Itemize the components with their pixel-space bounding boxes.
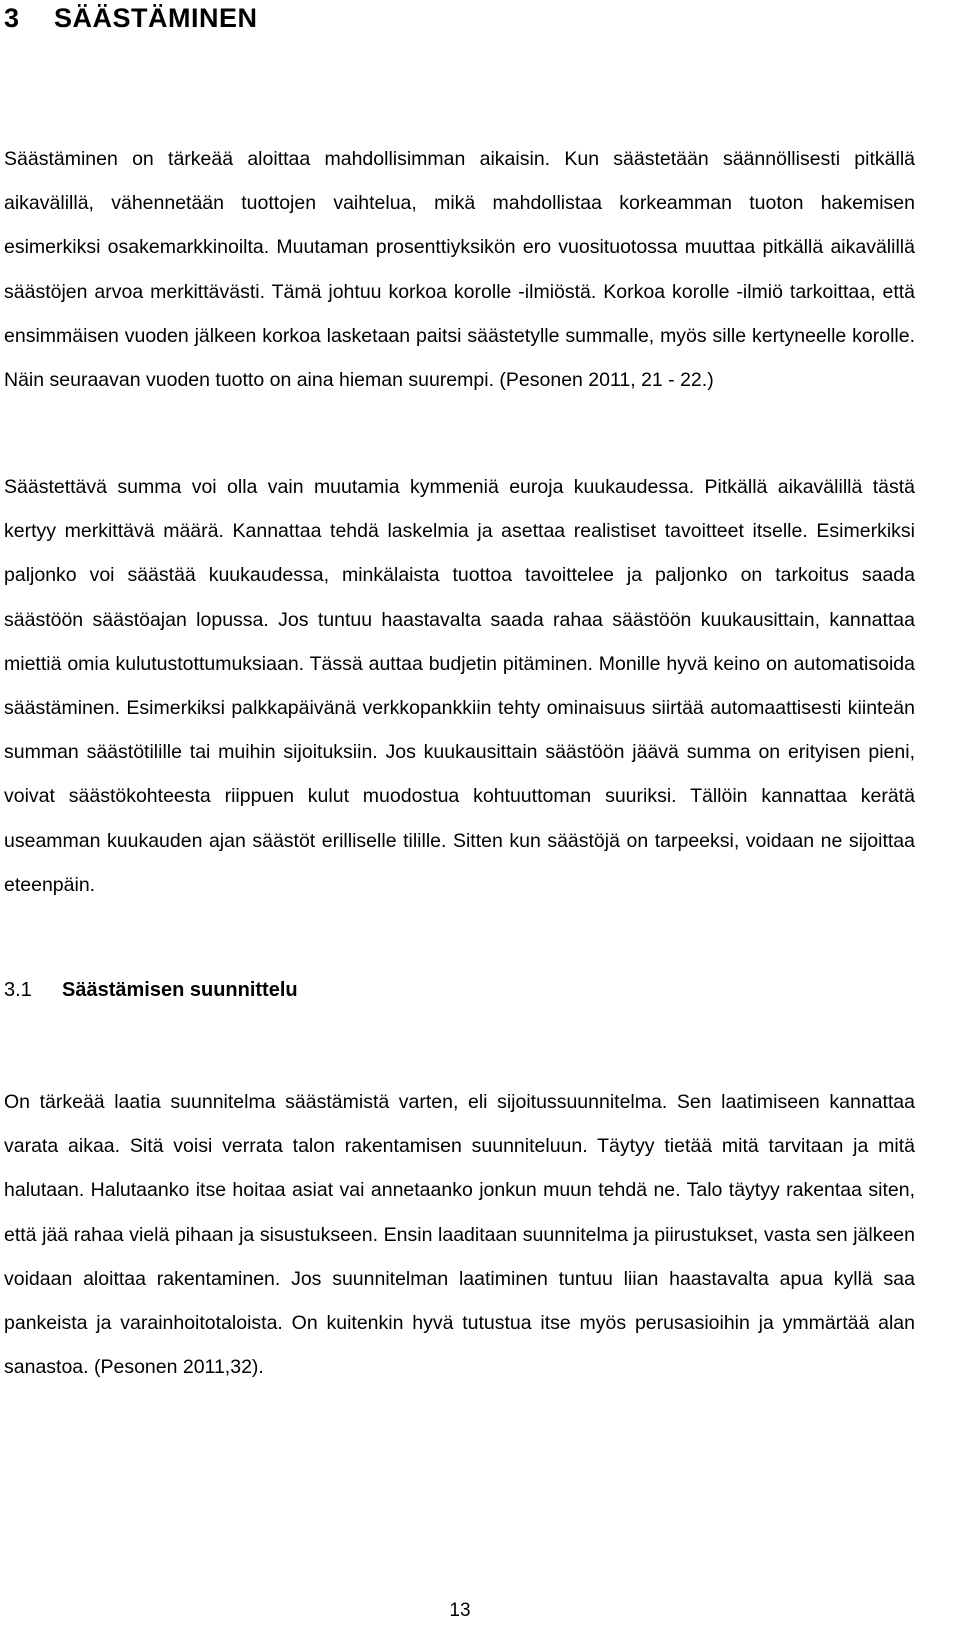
section-heading [4,975,298,1005]
chapter-heading [4,1,258,35]
paragraph-savings-amount: Säästettävä summa voi olla vain muutamia kymmeniä euroja kuukaudessa. Pitkällä aikavälillä tästä kertyy merkittävä määrä. Kannattaa tehdä laskelmia ja asettaa realistiset tavoitteet itselle. Esimerkiksi paljonko voi säästää kuukaudessa, minkälaista tuottoa tavoittelee ja paljonko on tarkoitus saada säästöön säästöajan lopussa. Jos tuntuu haastavalta saada rahaa säästöön kuukausittain, kannattaa miettiä omia kulutustottumuksiaan. Tässä auttaa budjetin pitäminen. Monille hyvä keino on automatisoida säästäminen. Esimerkiksi palkkapäivänä verkkopankkiin tehty ominaisuus siirtää automaattisesti kiinteän summan säästötilille tai muihin sijoituksiin. Jos kuukausittain säästöön jäävä summa on erityisen pieni, voivat säästökohteesta riippuen kulut muodostua kohtuuttoman suuriksi. Tällöin kannattaa kerätä useamman kuukauden ajan säästöt erilliselle tilille. Sitten kun säästöjä on tarpeeksi, voidaan ne sijoittaa eteenpäin. [4,476,915,896]
chapter-title: SÄÄSTÄMINEN [54,3,258,33]
chapter-number: 3 [4,3,20,33]
section-number: 3.1 [4,979,32,1001]
paragraph-planning: On tärkeää laatia suunnitelma säästämistä varten, eli sijoitussuunnitelma. Sen laatimiseen kannattaa varata aikaa. Sitä voisi verrata talon rakentamisen suunniteluun. Täytyy tietää mitä tarvitaan ja mitä halutaan. Halutaanko itse hoitaa asiat vai annetaanko jonkun muun tehdä ne. Talo täytyy rakentaa siten, että jää rahaa vielä pihaan ja sisustukseen. Ensin laaditaan suunnitelma ja piirustukset, vasta sen jälkeen voidaan aloittaa rakentaminen. Jos suunnitelman laatiminen tuntuu liian haastavalta apua kyllä saa pankeista ja varainhoitotaloista. On kuitenkin hyvä tutustua itse myös perusasioihin ja ymmärtää alan sanastoa. (Pesonen 2011,32). [4,1091,915,1379]
paragraph-intro: Säästäminen on tärkeää aloittaa mahdollisimman aikaisin. Kun säästetään säännöllisesti pitkällä aikavälillä, vähennetään tuottojen vaihtelua, mikä mahdollistaa korkeamman tuoton hakemisen esimerkiksi osakemarkkinoilta. Muutaman prosenttiyksikön ero vuosituotossa muuttaa pitkällä aikavälillä säästöjen arvoa merkittävästi. Tämä johtuu korkoa korolle -ilmiöstä. Korkoa korolle -ilmiö tarkoittaa, että ensimmäisen vuoden jälkeen korkoa lasketaan paitsi säästetylle summalle, myös sille kertyneelle korolle. Näin seuraavan vuoden tuotto on aina hieman suurempi. (Pesonen 2011, 21 - 22.) [4,148,915,392]
section-title: Säästämisen suunnittelu [62,979,298,1001]
page-number: 13 [449,1600,471,1621]
